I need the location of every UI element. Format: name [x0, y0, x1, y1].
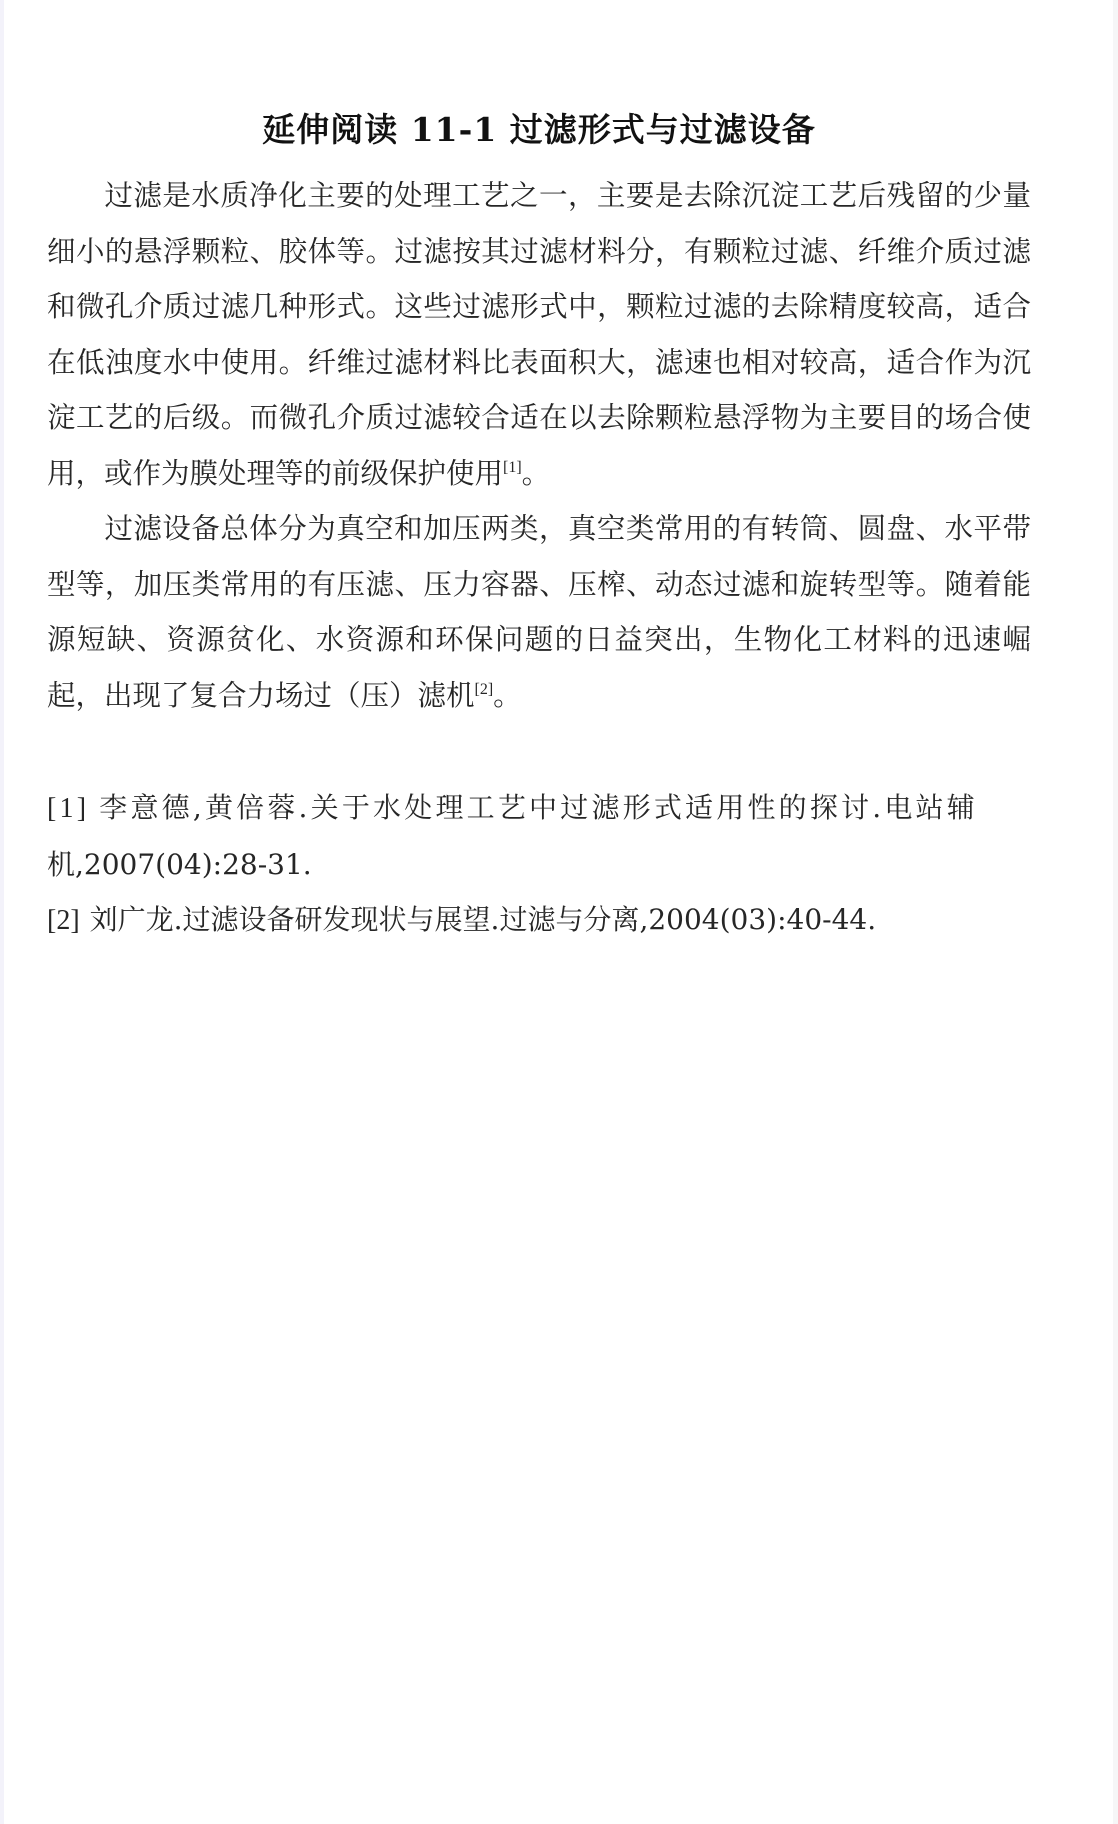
- left-edge-strip: [0, 0, 4, 1824]
- page-title: 延伸阅读 11-1 过滤形式与过滤设备: [262, 110, 816, 149]
- paragraph-text: 过滤设备总体分为真空和加压两类，真空类常用的有转筒、圆盘、水平带型等，加压类常用的有压滤、压力容器、压榨、动态过滤和旋转型等。随着能源短缺、资源贫化、水资源和环保问题的日益突出，生物化工材料的迅速崛起，出现了复合力场过（压）滤机: [47, 512, 1031, 712]
- reference-number: [1]: [47, 793, 90, 824]
- right-edge-strip: [1113, 0, 1118, 1824]
- reference-text: 李意德,黄倍蓉.关于水处理工艺中过滤形式适用性的探讨.电站辅: [99, 791, 978, 824]
- references-list: [47, 780, 1031, 949]
- paragraph-filtration-equipment: [47, 501, 1031, 723]
- reference-item-2: [47, 892, 1031, 949]
- paragraph-text: 过滤是水质净化主要的处理工艺之一，主要是去除沉淀工艺后残留的少量细小的悬浮颗粒、胶体等。过滤按其过滤材料分，有颗粒过滤、纤维介质过滤和微孔介质过滤几种形式。这些过滤形式中，颗粒过滤的去除精度较高，适合在低浊度水中使用。纤维过滤材料比表面积大，滤速也相对较高，适合作为沉淀工艺的后级。而微孔介质过滤较合适在以去除颗粒悬浮物为主要目的场合使用，或作为膜处理等的前级保护使用: [47, 179, 1031, 490]
- reference-number: [2]: [47, 905, 80, 936]
- paragraph-end: 。: [493, 678, 522, 712]
- paragraph-filtration-forms: [47, 168, 1031, 501]
- citation-link-2[interactable]: [2]: [474, 680, 494, 698]
- reference-text: 刘广龙.过滤设备研发现状与展望.过滤与分离,2004(03):40-44.: [89, 903, 877, 936]
- citation-link-1[interactable]: [1]: [503, 458, 522, 476]
- reference-item-1-continued: [47, 837, 1031, 893]
- reference-item-1: [47, 780, 1031, 837]
- paragraph-end: 。: [521, 456, 551, 490]
- reference-text: 机,2007(04):28-31.: [47, 847, 312, 881]
